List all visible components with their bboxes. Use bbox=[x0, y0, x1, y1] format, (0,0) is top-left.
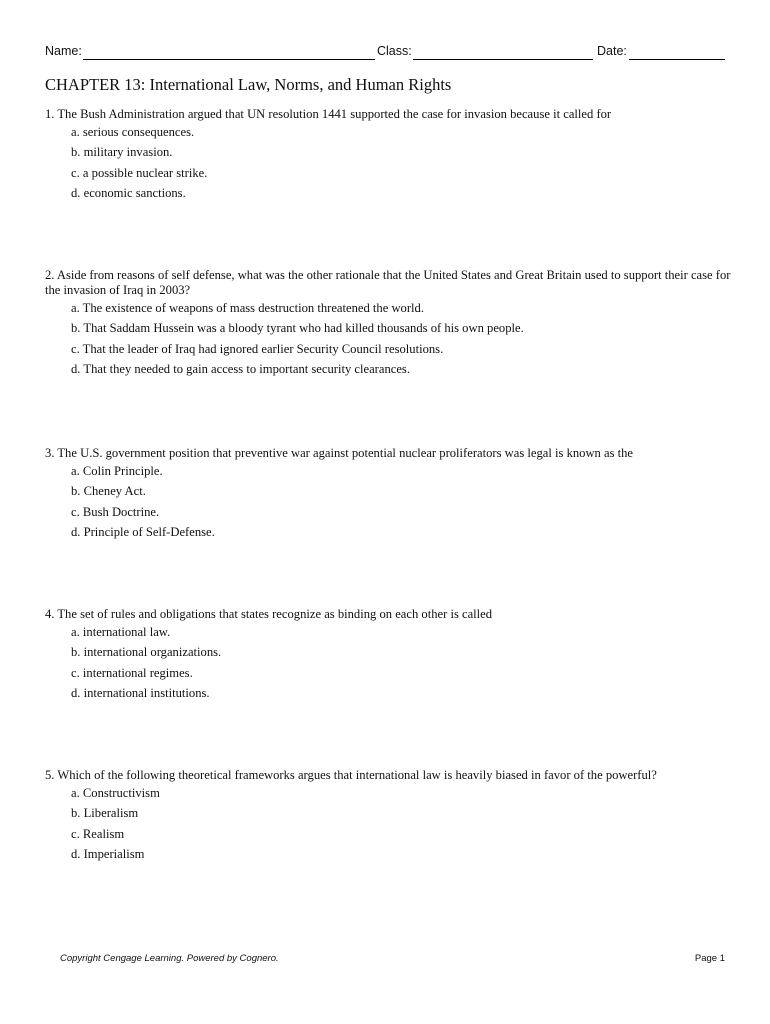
name-blank-line bbox=[83, 59, 375, 60]
question-5 bbox=[45, 768, 735, 864]
question-stem: 2. Aside from reasons of self defense, what was the other rationale that the United States and Great Britain used to support their case for the invasion of Iraq in 2003? bbox=[45, 268, 731, 297]
option-b: b. international organizations. bbox=[71, 645, 222, 660]
option-a: a. serious consequences. bbox=[71, 125, 195, 139]
question-4 bbox=[45, 607, 735, 703]
question-stem: 1. The Bush Administration argued that UN resolution 1441 supported the case for invasion because it called for bbox=[45, 107, 612, 121]
option-b: b. Cheney Act. bbox=[71, 484, 146, 499]
date-blank-line bbox=[629, 59, 725, 60]
option-d: d. Imperialism bbox=[71, 846, 145, 861]
option-d: d. international institutions. bbox=[71, 685, 210, 700]
student-info-header bbox=[45, 44, 725, 64]
question-stem: 5. Which of the following theoretical frameworks argues that international law is heavily biased in favor of the powerful? bbox=[45, 768, 657, 782]
answer-options bbox=[45, 298, 735, 379]
answer-options bbox=[45, 122, 735, 203]
page-footer bbox=[60, 953, 725, 967]
chapter-title: CHAPTER 13: International Law, Norms, and Human Rights bbox=[45, 75, 452, 94]
option-a: a. Colin Principle. bbox=[71, 464, 163, 478]
option-c: c. Realism bbox=[71, 826, 125, 841]
answer-options bbox=[45, 622, 735, 703]
option-d: d. That they needed to gain access to important security clearances. bbox=[71, 361, 410, 376]
question-stem: 3. The U.S. government position that preventive war against potential nuclear proliferators was legal is known as the bbox=[45, 446, 634, 460]
option-c: c. Bush Doctrine. bbox=[71, 504, 160, 519]
page-number: Page 1 bbox=[694, 953, 725, 964]
option-d: d. Principle of Self-Defense. bbox=[71, 524, 215, 539]
question-stem: 4. The set of rules and obligations that states recognize as binding on each other is called bbox=[45, 607, 493, 621]
option-d: d. economic sanctions. bbox=[71, 185, 186, 200]
option-a: a. The existence of weapons of mass destruction threatened the world. bbox=[71, 301, 424, 315]
option-a: a. international law. bbox=[71, 625, 171, 639]
question-1 bbox=[45, 107, 735, 203]
answer-options bbox=[45, 783, 735, 864]
class-blank-line bbox=[413, 59, 593, 60]
question-2 bbox=[45, 268, 735, 379]
question-3 bbox=[45, 446, 735, 542]
answer-options bbox=[45, 461, 735, 542]
option-b: b. military invasion. bbox=[71, 145, 173, 160]
option-c: c. international regimes. bbox=[71, 665, 193, 680]
copyright-notice: Copyright Cengage Learning. Powered by Cognero. bbox=[60, 953, 279, 964]
class-label: Class: bbox=[377, 44, 412, 58]
name-label: Name: bbox=[45, 44, 82, 58]
option-c: c. That the leader of Iraq had ignored earlier Security Council resolutions. bbox=[71, 341, 444, 356]
option-c: c. a possible nuclear strike. bbox=[71, 165, 208, 180]
option-b: b. Liberalism bbox=[71, 806, 139, 821]
date-label: Date: bbox=[597, 44, 627, 58]
option-a: a. Constructivism bbox=[71, 786, 160, 800]
option-b: b. That Saddam Hussein was a bloody tyrant who had killed thousands of his own people. bbox=[71, 321, 524, 336]
